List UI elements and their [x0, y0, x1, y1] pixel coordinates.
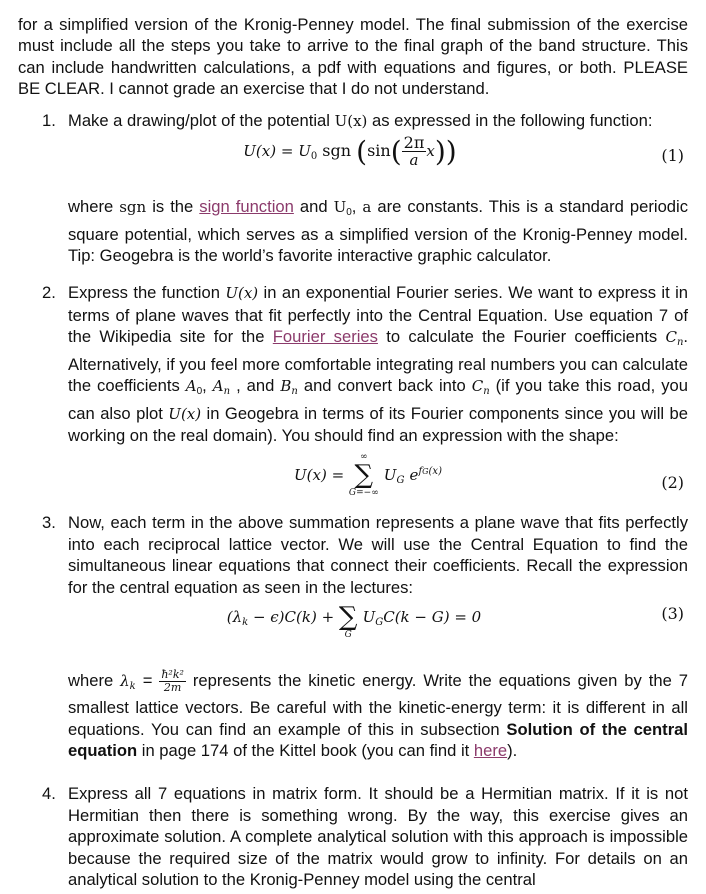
item-3-text: Now, each term in the above summation represents a plane wave that fits perfectly into each reciprocal lattice vector. We will use the Central Equation to find the simultaneous linear equations that connect their coefficients. Recall the expression for the central equation as seen in the lectures: [68, 513, 688, 597]
equation-3: $(\lambda_k - \epsilon)C(k)$ + ∑ G $U_GC(k - G) = 0$ [226, 602, 482, 640]
equation-2: U(x) = ∞ ∑ G=−∞ $U_G$ $e^{fG(x)}$ [294, 452, 442, 498]
fourier-series-link[interactable]: Fourier series [272, 327, 378, 346]
equation-3-number: (3) [661, 604, 684, 623]
equation-2-number: (2) [661, 473, 684, 492]
intro-paragraph: for a simplified version of the Kronig-Penney model. The final submission of the exercise must include all the steps you take to arrive to the final graph of the band structure. This can include handwritten calculations, a pdf with equations and figures, or both. PLEASE BE CLEAR. I cannot grade an exercise that I do not understand. [18, 14, 688, 99]
item-4-text: Express all 7 equations in matrix form. It should be a Hermitian matrix. If it is not Hermitian then there is something wrong. By the way, this exercise gives an approximate solution. A complete analytical solution with this approach is impossible because the required size of the matrix would grow to infinity. For details on an analytical solution to the Kronig-Penney model using the central [68, 784, 688, 889]
list-item-1 [42, 110, 688, 133]
list-item-3 [42, 512, 688, 598]
item-number: 2. [42, 283, 56, 302]
equation-1-number: (1) [661, 146, 684, 165]
item-1-explanation: where sgn is the sign function and $U_0$, a are constants. This is a standard periodic square potential, which serves as a simplified version of the Kronig-Penney model. Tip: Geogebra is the world’s favorite interactive graphic calculator. [68, 197, 689, 265]
item-2-text: Express the function U(x) in an exponential Fourier series. We want to express it in terms of plane waves that fit perfectly into the Central Equation. Use equation 7 of the Wikipedia site for the Fourier series to calculate the Fourier coefficients $C_n$. Alternatively, if you feel more comfortable integrating real numbers you can calculate the coefficients $A_0$, $A_n$ , and $B_n$ and convert back into $C_n$ (if you take this road, you can also plot U(x) in Geogebra in terms of its Fourier components since you will be working on the real domain). You should find an expression with the shape: [68, 283, 689, 445]
item-number: 4. [42, 784, 56, 803]
item-number: 3. [42, 513, 56, 532]
list-item-4 [42, 783, 688, 891]
item-3-explanation: where $\lambda_k$ = $\frac{\text{ħ²k²}}{2m}$ represents the kinetic energy. Write the equations given by the 7 smallest lattice vectors. Be careful with the kinetic-energy term: it is different in all equations. You can find an example of this in subsection Solution of the central equation in page 174 of the Kittel book (you can find it here). [68, 668, 688, 761]
item-1-text: Make a drawing/plot of the potential U(x) as expressed in the following function: [68, 111, 653, 130]
equation-1: $U(x) = U_0$ sgn (sin( $\frac{2\pi}{a}$ x)) [243, 133, 457, 169]
sign-function-link[interactable]: sign function [199, 197, 294, 216]
item-number: 1. [42, 111, 56, 130]
list-item-2 [42, 282, 688, 447]
kittel-here-link[interactable]: here [473, 741, 508, 761]
